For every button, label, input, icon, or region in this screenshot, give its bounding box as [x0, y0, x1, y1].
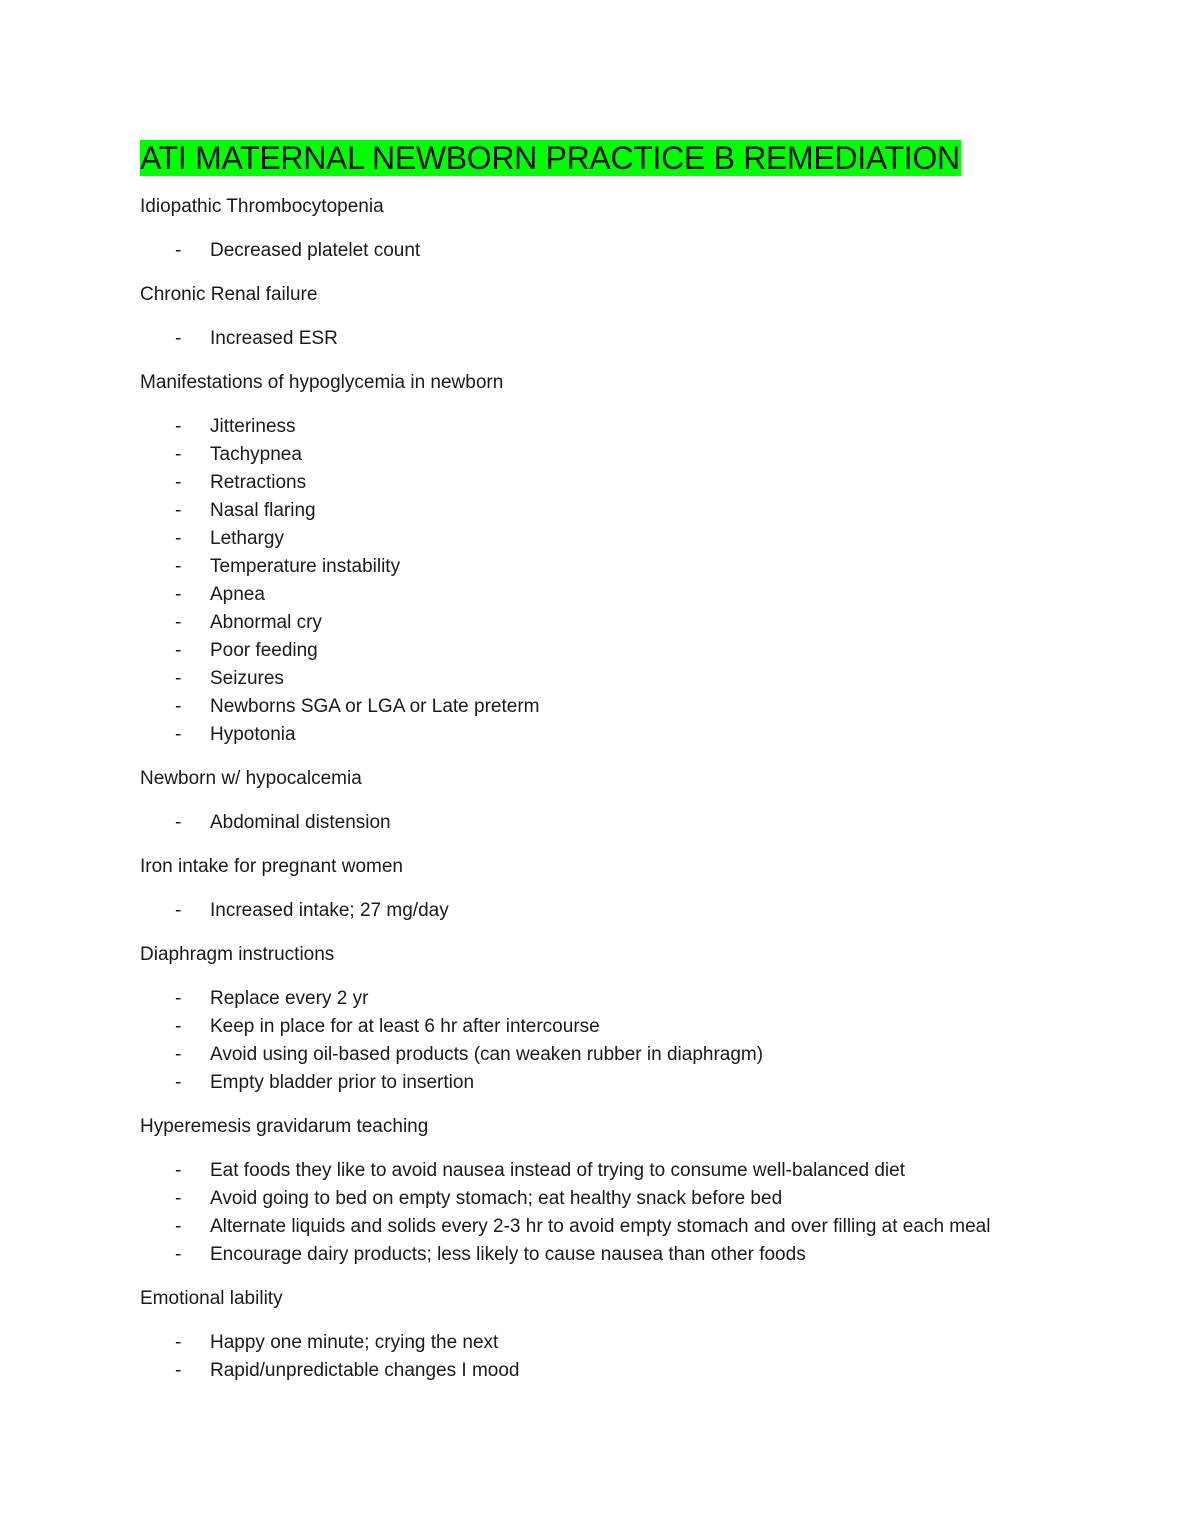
list-item	[140, 637, 1140, 665]
bullet-dash: -	[175, 1216, 182, 1237]
section-heading: Emotional lability	[140, 1288, 283, 1309]
list-item-text: Decreased platelet count	[210, 240, 421, 261]
bullet-list	[140, 1329, 1140, 1385]
bullet-list	[140, 1157, 1140, 1269]
list-item-text: Rapid/unpredictable changes I mood	[210, 1360, 520, 1381]
list-item-text: Apnea	[210, 584, 265, 605]
section-heading: Newborn w/ hypocalcemia	[140, 768, 362, 789]
list-item	[140, 1213, 1140, 1241]
list-item-text: Keep in place for at least 6 hr after intercourse	[210, 1016, 600, 1037]
list-item	[140, 497, 1140, 525]
list-item	[140, 581, 1140, 609]
bullet-list	[140, 237, 1140, 265]
bullet-dash: -	[175, 900, 182, 921]
list-item-text: Avoid using oil-based products (can weaken rubber in diaphragm)	[210, 1044, 764, 1065]
list-item	[140, 1157, 1140, 1185]
list-item-text: Hypotonia	[210, 724, 296, 745]
section-heading: Chronic Renal failure	[140, 284, 318, 305]
section	[140, 369, 1140, 749]
bullet-list	[140, 897, 1140, 925]
section-heading: Iron intake for pregnant women	[140, 856, 403, 877]
bullet-dash: -	[175, 1072, 182, 1093]
bullet-dash: -	[175, 612, 182, 633]
list-item-text: Eat foods they like to avoid nausea instead of trying to consume well-balanced diet	[210, 1160, 905, 1181]
list-item	[140, 1329, 1140, 1357]
bullet-dash: -	[175, 1360, 182, 1381]
bullet-dash: -	[175, 988, 182, 1009]
bullet-dash: -	[175, 416, 182, 437]
section-heading: Hyperemesis gravidarum teaching	[140, 1116, 429, 1137]
bullet-list	[140, 985, 1140, 1097]
bullet-dash: -	[175, 1160, 182, 1181]
list-item	[140, 441, 1140, 469]
list-item	[140, 1069, 1140, 1097]
list-item-text: Retractions	[210, 472, 307, 493]
list-item-text: Lethargy	[210, 528, 284, 549]
list-item	[140, 237, 1140, 265]
bullet-list	[140, 413, 1140, 749]
list-item-text: Avoid going to bed on empty stomach; eat healthy snack before bed	[210, 1188, 783, 1209]
list-item	[140, 609, 1140, 637]
bullet-list	[140, 325, 1140, 353]
list-item-text: Increased ESR	[210, 328, 338, 349]
list-item-text: Seizures	[210, 668, 284, 689]
list-item	[140, 665, 1140, 693]
list-item	[140, 897, 1140, 925]
list-item-text: Abdominal distension	[210, 812, 391, 833]
bullet-dash: -	[175, 640, 182, 661]
document-body	[140, 193, 1140, 1401]
list-item-text: Nasal flaring	[210, 500, 316, 521]
bullet-dash: -	[175, 444, 182, 465]
list-item	[140, 721, 1140, 749]
bullet-dash: -	[175, 1332, 182, 1353]
list-item-text: Encourage dairy products; less likely to cause nausea than other foods	[210, 1244, 806, 1265]
bullet-dash: -	[175, 472, 182, 493]
list-item	[140, 1241, 1140, 1269]
list-item-text: Increased intake; 27 mg/day	[210, 900, 449, 921]
list-item	[140, 1357, 1140, 1385]
list-item-text: Empty bladder prior to insertion	[210, 1072, 475, 1093]
list-item-text: Alternate liquids and solids every 2-3 hr to avoid empty stomach and over filling at each meal	[210, 1216, 991, 1237]
list-item	[140, 413, 1140, 441]
section	[140, 1285, 1140, 1385]
bullet-dash: -	[175, 1188, 182, 1209]
section-heading: Manifestations of hypoglycemia in newborn	[140, 372, 504, 393]
bullet-dash: -	[175, 812, 182, 833]
section	[140, 941, 1140, 1097]
section-heading: Idiopathic Thrombocytopenia	[140, 196, 384, 217]
list-item	[140, 985, 1140, 1013]
list-item	[140, 693, 1140, 721]
section	[140, 765, 1140, 837]
list-item	[140, 325, 1140, 353]
bullet-dash: -	[175, 1016, 182, 1037]
page-title	[140, 140, 961, 176]
list-item	[140, 553, 1140, 581]
list-item-text: Happy one minute; crying the next	[210, 1332, 499, 1353]
list-item	[140, 1185, 1140, 1213]
list-item-text: Abnormal cry	[210, 612, 322, 633]
list-item	[140, 469, 1140, 497]
bullet-dash: -	[175, 696, 182, 717]
bullet-list	[140, 809, 1140, 837]
list-item-text: Newborns SGA or LGA or Late preterm	[210, 696, 540, 717]
page-title-highlight: ATI MATERNAL NEWBORN PRACTICE B REMEDIATION	[140, 140, 960, 176]
bullet-dash: -	[175, 584, 182, 605]
bullet-dash: -	[175, 1244, 182, 1265]
section	[140, 1113, 1140, 1269]
list-item	[140, 809, 1140, 837]
list-item	[140, 1013, 1140, 1041]
section-heading: Diaphragm instructions	[140, 944, 335, 965]
bullet-dash: -	[175, 1044, 182, 1065]
bullet-dash: -	[175, 724, 182, 745]
bullet-dash: -	[175, 328, 182, 349]
list-item-text: Tachypnea	[210, 444, 302, 465]
list-item-text: Poor feeding	[210, 640, 318, 661]
bullet-dash: -	[175, 500, 182, 521]
bullet-dash: -	[175, 556, 182, 577]
list-item	[140, 525, 1140, 553]
list-item-text: Jitteriness	[210, 416, 296, 437]
list-item-text: Temperature instability	[210, 556, 401, 577]
section	[140, 853, 1140, 925]
section	[140, 193, 1140, 265]
bullet-dash: -	[175, 668, 182, 689]
bullet-dash: -	[175, 240, 182, 261]
list-item	[140, 1041, 1140, 1069]
section	[140, 281, 1140, 353]
list-item-text: Replace every 2 yr	[210, 988, 369, 1009]
bullet-dash: -	[175, 528, 182, 549]
